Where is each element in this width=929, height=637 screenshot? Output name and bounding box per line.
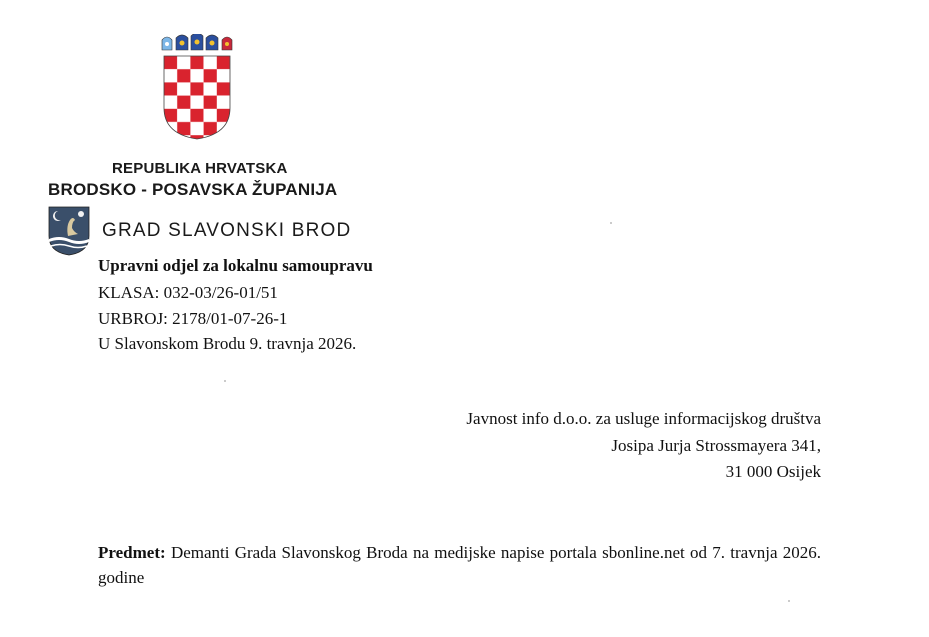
croatian-coat-of-arms-icon bbox=[158, 34, 236, 140]
recipient-name: Javnost info d.o.o. za usluge informacijskog društva bbox=[466, 409, 821, 428]
place-and-date: U Slavonskom Brodu 9. travnja 2026. bbox=[98, 334, 357, 353]
county-heading: BRODSKO - POSAVSKA ŽUPANIJA bbox=[48, 180, 338, 199]
klasa-reference: KLASA: 032-03/26-01/51 bbox=[98, 283, 278, 302]
department-name: Upravni odjel za lokalnu samoupravu bbox=[98, 256, 373, 275]
city-heading: GRAD SLAVONSKI BROD bbox=[102, 220, 352, 241]
subject-paragraph bbox=[98, 540, 821, 590]
recipient-city: 31 000 Osijek bbox=[725, 462, 821, 481]
recipient-street: Josipa Jurja Strossmayera 341, bbox=[611, 436, 821, 455]
subject-text: Demanti Grada Slavonskog Broda na medijske napise portala sbonline.net od 7. travnja 2026. godine bbox=[98, 543, 822, 587]
urbroj-reference: URBROJ: 2178/01-07-26-1 bbox=[98, 309, 288, 328]
subject-label: Predmet: bbox=[98, 543, 166, 562]
scan-speck bbox=[788, 600, 790, 602]
scan-speck bbox=[610, 222, 612, 224]
country-heading: REPUBLIKA HRVATSKA bbox=[112, 160, 288, 177]
scan-speck bbox=[224, 380, 226, 382]
slavonski-brod-coat-of-arms-icon bbox=[48, 206, 90, 256]
